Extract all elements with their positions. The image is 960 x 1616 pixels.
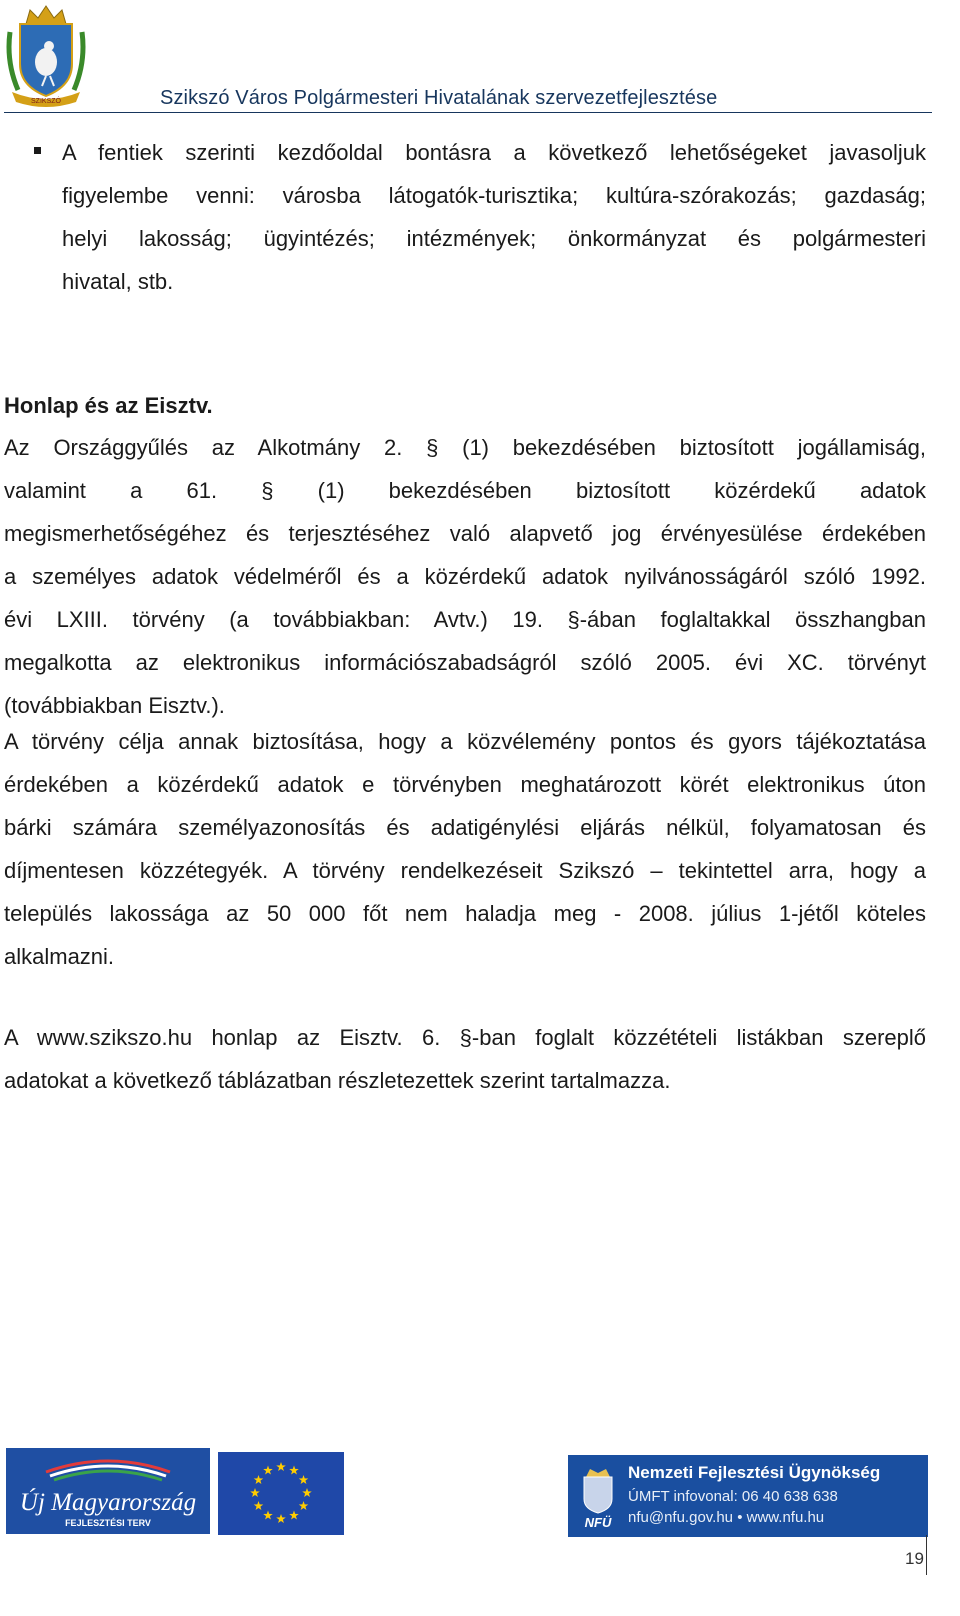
text-line: település lakossága az 50 000 főt nem haladja meg - 2008. július 1-jétől köteles	[4, 901, 926, 926]
text-line: a személyes adatok védelméről és a közérdekű adatok nyilvánosságáról szóló 1992.	[4, 564, 926, 589]
text-line: alkalmazni.	[4, 944, 115, 969]
text-line: megalkotta az elektronikus információszabadságról szóló 2005. évi XC. törvényt	[4, 650, 926, 675]
text-line: Az Országgyűlés az Alkotmány 2. § (1) bekezdésében biztosított jogállamiság,	[4, 435, 926, 460]
page-number: 19	[905, 1549, 924, 1568]
header-divider	[4, 112, 932, 113]
crest-ribbon-text: SZIKSZÓ	[31, 98, 61, 105]
text-line: valamint a 61. § (1) bekezdésében biztosított közérdekű adatok	[4, 478, 926, 503]
text-line: érdekében a közérdekű adatok e törvényben meghatározott körét elektronikus úton	[4, 772, 926, 797]
page-header	[0, 0, 960, 112]
paragraph-2	[4, 720, 926, 978]
nfu-name: Nemzeti Fejlesztési Ügynökség	[628, 1463, 881, 1482]
text-line: díjmentesen közzétegyék. A törvény rendelkezéseit Szikszó – tekintettel arra, hogy a	[4, 858, 926, 883]
page-header-title: Szikszó Város Polgármesteri Hivatalának szervezetfejlesztése	[160, 87, 718, 109]
paragraph-1	[4, 426, 926, 727]
bullet-paragraph	[62, 131, 926, 303]
text-line: évi LXIII. törvény (a továbbiakban: Avtv.) 19. §-ában foglaltakkal összhangban	[4, 607, 926, 632]
uj-magyarorszag-text: Új Magyarország	[19, 1489, 197, 1516]
hungarian-crest-icon	[576, 1463, 620, 1529]
text-line: figyelembe venni: városba látogatók-turisztika; kultúra-szórakozás; gazdaság;	[62, 183, 926, 208]
text-line: megismerhetőségéhez és terjesztéséhez való alapvető jog érvényesülése érdekében	[4, 521, 926, 546]
bullet-square-icon	[34, 147, 41, 154]
text-line: A www.szikszo.hu honlap az Eisztv. 6. §-ban foglalt közzétételi listákban szereplő	[4, 1025, 926, 1050]
nfu-infovonal: ÚMFT infovonal: 06 40 638 638	[628, 1488, 838, 1505]
text-line: adatokat a következő táblázatban részletezettek szerint tartalmazza.	[4, 1068, 671, 1093]
nfu-contact: nfu@nfu.gov.hu • www.nfu.hu	[628, 1509, 825, 1526]
section-heading: Honlap és az Eisztv.	[4, 393, 213, 418]
fejlesztesi-terv-text: FEJLESZTÉSI TERV	[65, 1518, 151, 1528]
text-line: helyi lakosság; ügyintézés; intézmények; önkormányzat és polgármesteri	[62, 226, 926, 251]
eu-flag-icon	[218, 1452, 344, 1535]
text-line: (továbbiakban Eisztv.).	[4, 693, 225, 718]
uj-magyarorszag-logo	[6, 1448, 210, 1534]
szikszo-crest-icon	[4, 2, 88, 108]
text-line: A törvény célja annak biztosítása, hogy a közvélemény pontos és gyors tájékoztatása	[4, 729, 926, 754]
page-corner-rule	[926, 1535, 927, 1575]
nfu-abbr-text: NFÜ	[584, 1515, 612, 1529]
text-line: bárki számára személyazonosítás és adatigénylési eljárás nélkül, folyamatosan és	[4, 815, 926, 840]
nfu-logo-banner	[568, 1455, 928, 1537]
text-line: hivatal, stb.	[62, 269, 174, 294]
text-line: A fentiek szerinti kezdőoldal bontásra a következő lehetőségeket javasoljuk	[62, 140, 926, 165]
paragraph-3	[4, 1016, 926, 1102]
